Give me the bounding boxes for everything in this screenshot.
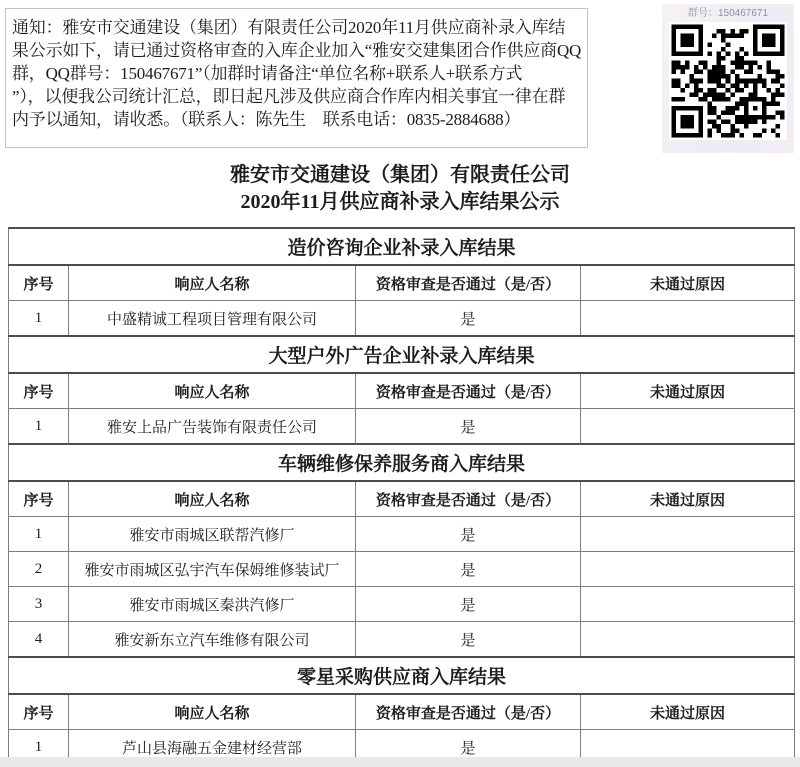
fail-reason [581, 301, 795, 337]
section-title: 大型户外广告企业补录入库结果 [9, 336, 795, 373]
column-header: 序号 [9, 694, 69, 730]
column-header: 资格审查是否通过（是/否） [356, 265, 581, 301]
section-header-row [9, 228, 795, 265]
column-header: 响应人名称 [69, 373, 356, 409]
respondent-name: 雅安新东立汽车维修有限公司 [69, 622, 356, 658]
qq-group-number-label: 群号：150467671 [687, 8, 769, 19]
notice-text-line: 群，QQ群号：150467671”（加群时请备注“单位名称+联系人+联系方式 [12, 64, 523, 83]
qr-code-image [662, 22, 794, 140]
column-header-row [9, 373, 795, 409]
table-row [9, 587, 795, 622]
row-index: 2 [9, 552, 69, 587]
notice-text-line: ”），以便我公司统计汇总，即日起凡涉及供应商合作库内相关事宜一律在群 [12, 87, 566, 106]
column-header: 资格审查是否通过（是/否） [356, 373, 581, 409]
column-header: 未通过原因 [581, 481, 795, 517]
respondent-name: 雅安市雨城区联帮汽修厂 [69, 517, 356, 552]
page-title-line2: 2020年11月供应商补录入库结果公示 [240, 191, 560, 213]
table-row [9, 409, 795, 445]
fail-reason [581, 517, 795, 552]
column-header: 资格审查是否通过（是/否） [356, 481, 581, 517]
notice-text-line: 果公示如下，请已通过资格审查的入库企业加入“雅安交建集团合作供应商QQ [12, 41, 582, 60]
column-header-row [9, 481, 795, 517]
qq-group-qr-panel [662, 4, 794, 153]
notice-box [5, 8, 588, 148]
column-header-row [9, 694, 795, 730]
section-header-row [9, 657, 795, 694]
qualification-passed: 是 [356, 730, 581, 766]
section-title: 零星采购供应商入库结果 [9, 657, 795, 694]
respondent-name: 雅安上品广告装饰有限责任公司 [69, 409, 356, 445]
column-header: 序号 [9, 373, 69, 409]
row-index: 1 [9, 301, 69, 337]
table-row [9, 301, 795, 337]
supplier-results-table [8, 227, 795, 766]
fail-reason [581, 552, 795, 587]
qualification-passed: 是 [356, 587, 581, 622]
fail-reason [581, 622, 795, 658]
qualification-passed: 是 [356, 409, 581, 445]
notice-text-line: 通知：雅安市交通建设（集团）有限责任公司2020年11月供应商补录入库结 [12, 18, 566, 37]
fail-reason [581, 587, 795, 622]
page-title [0, 162, 800, 216]
qualification-passed: 是 [356, 301, 581, 337]
fail-reason [581, 409, 795, 445]
column-header: 未通过原因 [581, 373, 795, 409]
section-header-row [9, 444, 795, 481]
column-header: 未通过原因 [581, 265, 795, 301]
row-index: 1 [9, 730, 69, 766]
respondent-name: 雅安市雨城区弘宇汽车保姆维修装试厂 [69, 552, 356, 587]
column-header: 响应人名称 [69, 481, 356, 517]
qualification-passed: 是 [356, 622, 581, 658]
row-index: 1 [9, 517, 69, 552]
qualification-passed: 是 [356, 517, 581, 552]
row-index: 4 [9, 622, 69, 658]
table-row [9, 517, 795, 552]
column-header-row [9, 265, 795, 301]
row-index: 3 [9, 587, 69, 622]
qualification-passed: 是 [356, 552, 581, 587]
respondent-name: 中盛精诚工程项目管理有限公司 [69, 301, 356, 337]
page-title-line1: 雅安市交通建设（集团）有限责任公司 [230, 164, 570, 186]
table-row [9, 552, 795, 587]
column-header: 响应人名称 [69, 694, 356, 730]
column-header: 资格审查是否通过（是/否） [356, 694, 581, 730]
table-row [9, 622, 795, 658]
respondent-name: 芦山县海融五金建材经营部 [69, 730, 356, 766]
row-index: 1 [9, 409, 69, 445]
column-header: 序号 [9, 481, 69, 517]
notice-text-line: 内予以通知，请收悉。（联系人：陈先生 联系电话：0835-2884688） [12, 110, 521, 129]
respondent-name: 雅安市雨城区秦洪汽修厂 [69, 587, 356, 622]
column-header: 序号 [9, 265, 69, 301]
section-title: 造价咨询企业补录入库结果 [9, 228, 795, 265]
section-title: 车辆维修保养服务商入库结果 [9, 444, 795, 481]
column-header: 未通过原因 [581, 694, 795, 730]
column-header: 响应人名称 [69, 265, 356, 301]
page-bottom-strip [0, 757, 800, 767]
section-header-row [9, 336, 795, 373]
